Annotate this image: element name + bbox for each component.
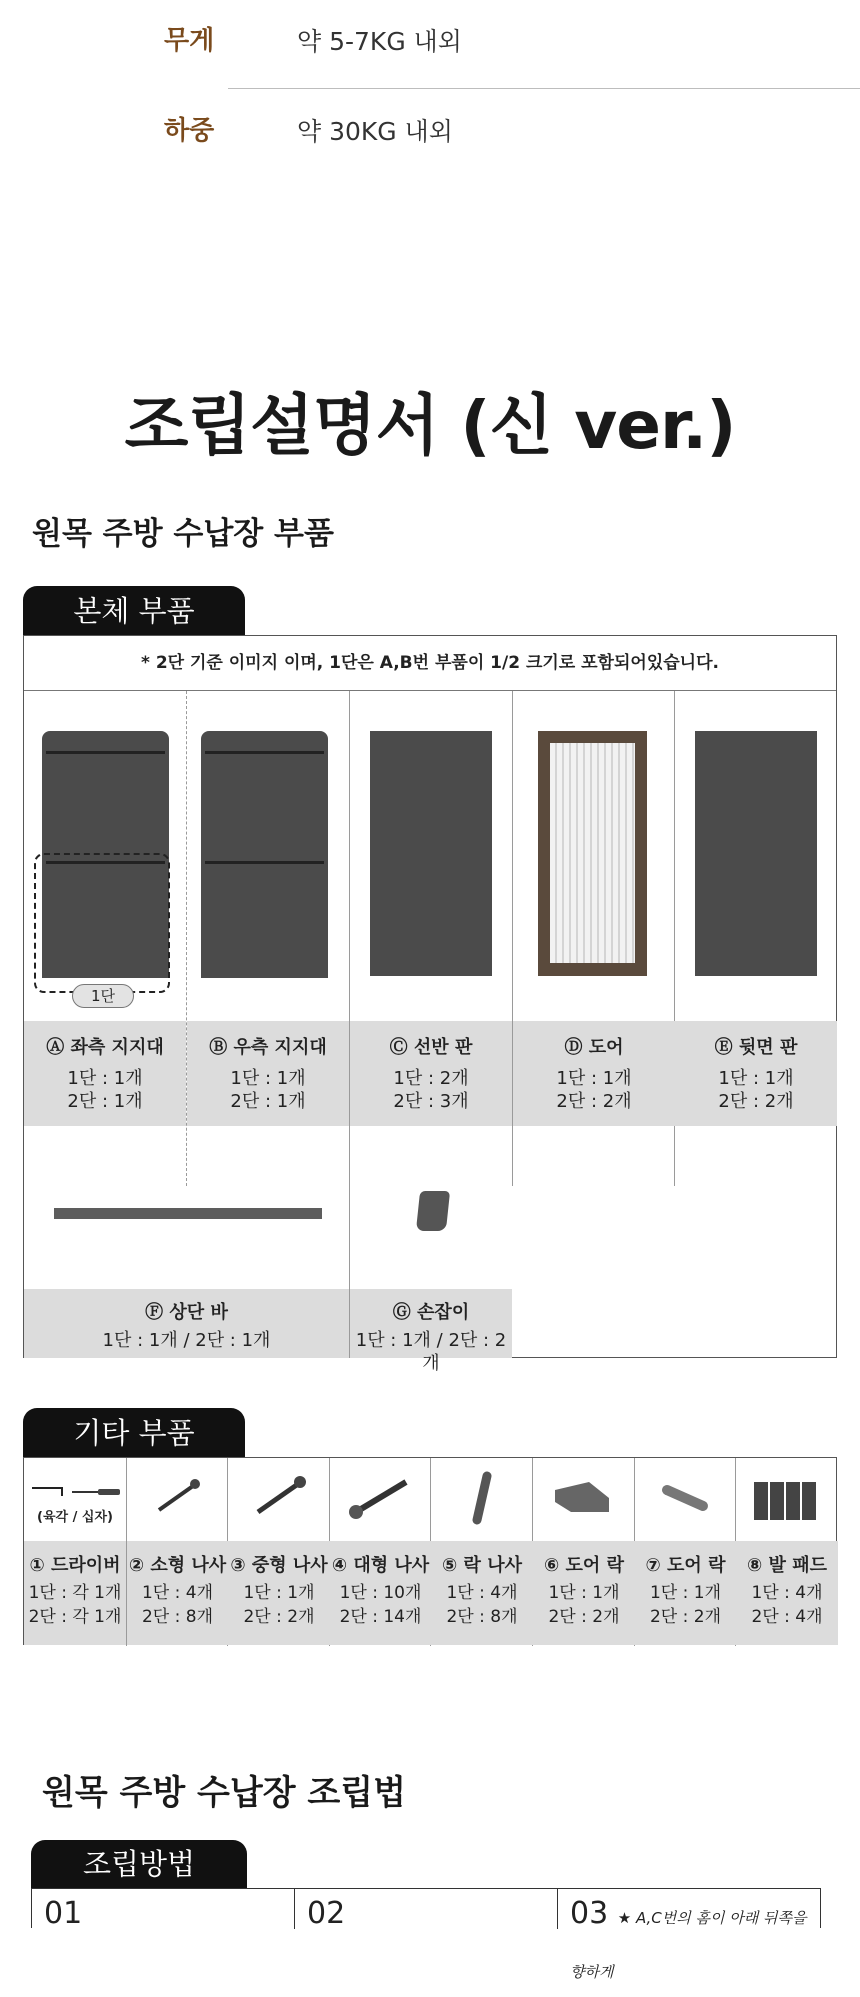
part-qty: 2단 : 1개 <box>67 1091 143 1112</box>
part-name: Ⓔ 뒷면 판 <box>714 1037 798 1058</box>
part-large-screw <box>330 1458 431 1646</box>
part-qty: 2단 : 2개 <box>649 1607 721 1627</box>
handle-image <box>416 1191 450 1231</box>
part-qty: 1단 : 1개 <box>548 1583 620 1603</box>
part-qty: 2단 : 8개 <box>446 1607 518 1627</box>
main-parts-note: * 2단 기준 이미지 이며, 1단은 A,B번 부품이 1/2 크기로 포함되어있습니다. <box>24 636 836 691</box>
step-number: 01 <box>44 1896 83 1931</box>
part-name: Ⓒ 선반 판 <box>389 1037 473 1058</box>
page-title: 조립설명서 (신 ver.) <box>124 387 736 464</box>
part-qty: 1단 : 1개 <box>718 1068 794 1089</box>
part-qty: 1단 : 1개 <box>67 1068 143 1089</box>
part-qty: 2단 : 14개 <box>339 1607 422 1627</box>
part-qty: 1단 : 2개 <box>393 1068 469 1089</box>
part-qty: 2단 : 2개 <box>718 1091 794 1112</box>
tier-badge: 1단 <box>72 984 134 1008</box>
part-qty: 1단 : 1개 / 2단 : 2개 <box>355 1330 507 1374</box>
part-qty: 1단 : 4개 <box>446 1583 518 1603</box>
part-qty: 1단 : 1개 / 2단 : 1개 <box>102 1330 271 1351</box>
part-back-board <box>675 691 837 1131</box>
spec-row-weight <box>114 12 746 102</box>
door-lock-plate-icon <box>657 1480 717 1520</box>
door-image <box>538 731 647 976</box>
part-qty: 1단 : 각 1개 <box>28 1583 122 1603</box>
part-small-screw <box>127 1458 228 1646</box>
shelf-board-image <box>370 731 492 976</box>
spec-row-load <box>114 102 746 192</box>
part-qty: 2단 : 2개 <box>548 1607 620 1627</box>
part-name: ① 드라이버 <box>29 1555 121 1576</box>
part-qty: 2단 : 8개 <box>141 1607 213 1627</box>
part-name: Ⓓ 도어 <box>564 1037 624 1058</box>
assembly-heading: 원목 주방 수납장 조립법 <box>42 1773 406 1813</box>
step-number: 03 <box>570 1896 609 1931</box>
part-door-lock <box>533 1458 635 1646</box>
door-lock-icon <box>549 1476 619 1520</box>
part-driver <box>24 1458 126 1646</box>
tab-main-parts: 본체 부품 <box>23 586 245 636</box>
large-screw-icon <box>346 1472 416 1522</box>
medium-screw-icon <box>250 1474 310 1518</box>
tab-etc-parts: 기타 부품 <box>23 1408 245 1458</box>
back-board-image <box>695 731 817 976</box>
small-screw-icon <box>149 1476 209 1516</box>
part-qty: 2단 : 1개 <box>230 1091 306 1112</box>
parts-heading: 원목 주방 수납장 부품 <box>32 516 334 552</box>
top-bar-image <box>54 1208 322 1219</box>
right-support-image <box>201 731 328 978</box>
part-name: ⑦ 도어 락 <box>645 1555 726 1576</box>
main-parts-table <box>23 635 837 1374</box>
part-door-lock-plate <box>635 1458 736 1646</box>
left-support-image <box>42 731 169 1005</box>
part-name: ⑤ 락 나사 <box>442 1555 522 1576</box>
part-name: Ⓐ 좌측 지지대 <box>46 1037 164 1058</box>
spec-divider <box>228 88 860 89</box>
part-shelf-board <box>350 691 512 1131</box>
part-door <box>513 691 675 1131</box>
part-name: Ⓖ 손잡이 <box>392 1302 470 1323</box>
etc-parts-table <box>23 1457 837 1645</box>
driver-caption: (육각 / 십자) <box>37 1510 113 1525</box>
spec-value: 약 5-7KG 내외 <box>297 27 462 56</box>
step-number: 02 <box>307 1896 346 1931</box>
part-qty: 2단 : 4개 <box>751 1607 823 1627</box>
part-left-support <box>24 691 186 1131</box>
part-handle <box>350 1131 512 1374</box>
step-01 <box>32 1889 295 1929</box>
part-qty: 2단 : 3개 <box>393 1091 469 1112</box>
part-name: Ⓕ 상단 바 <box>145 1302 228 1323</box>
part-qty: 2단 : 2개 <box>243 1607 315 1627</box>
tab-assembly-method: 조립방법 <box>31 1840 247 1888</box>
step-02 <box>295 1889 558 1929</box>
part-qty: 2단 : 각 1개 <box>28 1607 122 1627</box>
part-right-support <box>187 691 349 1131</box>
part-name: ⑧ 발 패드 <box>747 1555 827 1576</box>
part-name: ④ 대형 나사 <box>331 1555 430 1576</box>
part-name: Ⓑ 우측 지지대 <box>209 1037 327 1058</box>
foot-pad-icon <box>752 1480 822 1524</box>
assembly-steps <box>31 1888 821 1981</box>
part-top-bar <box>24 1131 349 1359</box>
spec-key: 하중 <box>164 116 215 146</box>
part-lock-screw <box>431 1458 533 1646</box>
step-note: ★ A,C번의 홈이 아래 뒤쪽을 향하게 <box>570 1909 807 1981</box>
driver-icon <box>28 1478 124 1508</box>
spec-value: 약 30KG 내외 <box>297 117 453 146</box>
part-qty: 1단 : 1개 <box>556 1068 632 1089</box>
lock-screw-icon <box>463 1470 503 1526</box>
part-qty: 1단 : 1개 <box>230 1068 306 1089</box>
part-foot-pad <box>736 1458 838 1646</box>
part-name: ③ 중형 나사 <box>230 1555 328 1576</box>
part-medium-screw <box>228 1458 330 1646</box>
part-qty: 1단 : 4개 <box>751 1583 823 1603</box>
part-qty: 1단 : 1개 <box>243 1583 315 1603</box>
part-qty: 1단 : 4개 <box>141 1583 213 1603</box>
spec-key: 무게 <box>164 26 215 56</box>
step-03 <box>558 1889 820 1981</box>
part-qty: 2단 : 2개 <box>556 1091 632 1112</box>
part-qty: 1단 : 1개 <box>649 1583 721 1603</box>
part-name: ② 소형 나사 <box>128 1555 227 1576</box>
part-name: ⑥ 도어 락 <box>544 1555 624 1576</box>
part-qty: 1단 : 10개 <box>339 1583 422 1603</box>
